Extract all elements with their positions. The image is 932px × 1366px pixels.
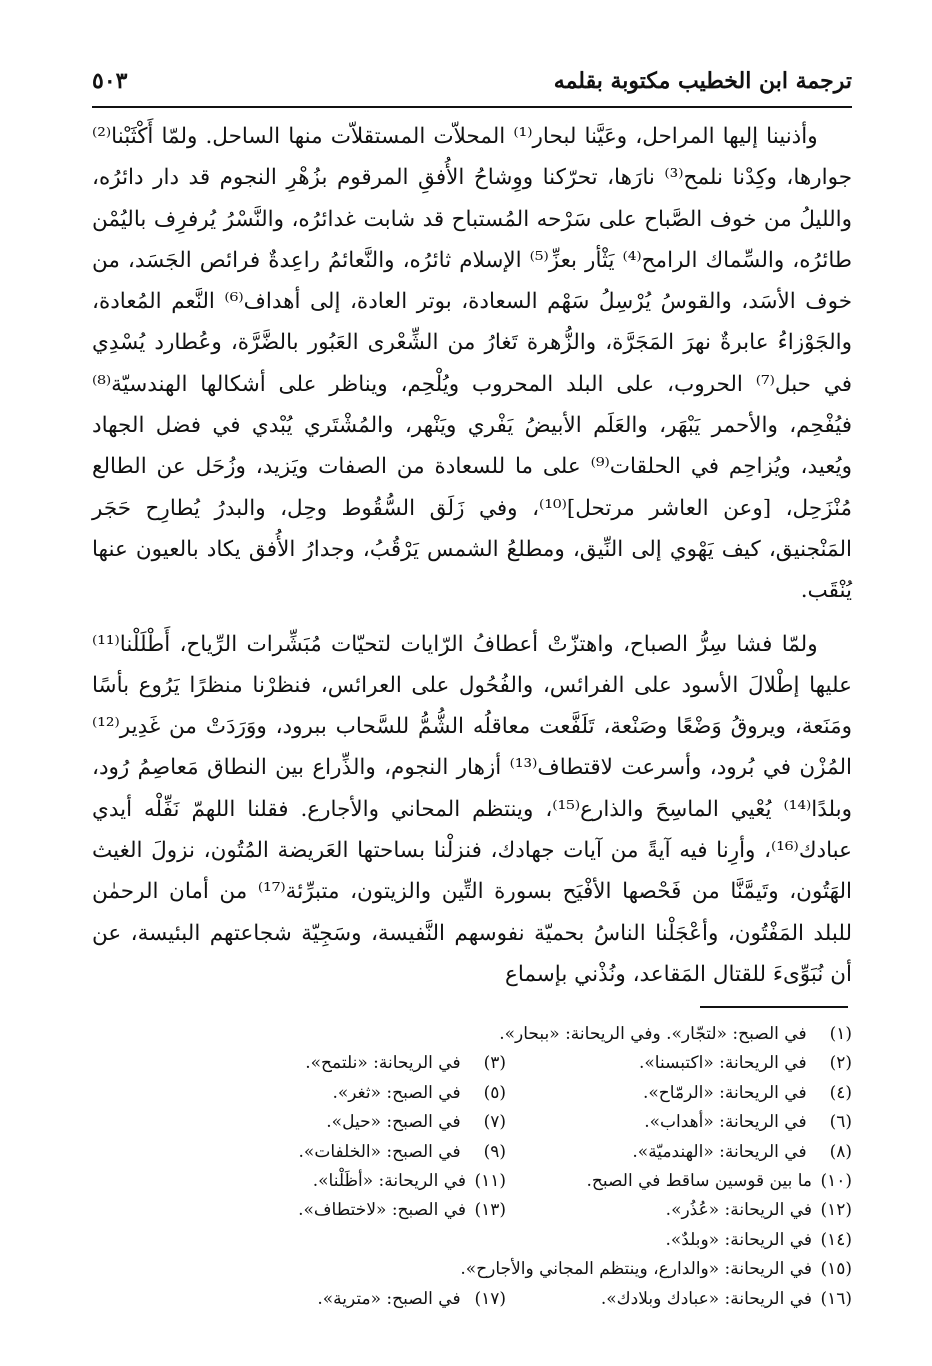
footnote-text: في الريحانة: «والدارع، وينتظم المجاني والأجارح».	[460, 1259, 812, 1280]
footnote-text: في الريحانة: «أهداب».	[644, 1112, 807, 1133]
footnote-number: (١٥)	[820, 1259, 852, 1280]
footnote-5	[160, 1079, 506, 1108]
footnote-11	[160, 1167, 506, 1196]
footnote-3	[160, 1049, 506, 1078]
footnote-row	[160, 1020, 852, 1049]
footnote-9	[160, 1138, 506, 1167]
footnote-4	[506, 1079, 852, 1108]
footnote-text: في الريحانة: «وبلدٌ».	[665, 1229, 812, 1250]
footnote-number: (٧)	[483, 1112, 506, 1133]
footnote-text: في الريحانة: «الهندميّة».	[632, 1141, 807, 1162]
footnote-text: في الصبح: «لتجّار». وفي الريحانة: «ببحار».	[499, 1024, 807, 1044]
footnote-row	[160, 1196, 852, 1225]
footnote-row	[160, 1049, 852, 1078]
footnote-number: (١٤)	[820, 1229, 852, 1250]
footnote-number: (٩)	[483, 1141, 506, 1162]
footnote-text: في الصبح: «ثغر».	[332, 1082, 461, 1103]
footnote-number: (١٢)	[820, 1200, 852, 1221]
footnote-1	[160, 1020, 852, 1049]
footnote-text: في الريحانة: «اكتبسنا».	[638, 1053, 807, 1074]
footnote-text: في الصبح: «الخلفات».	[298, 1141, 461, 1162]
page-header	[92, 58, 852, 104]
footnote-number: (١٠)	[820, 1170, 852, 1191]
footnote-row	[160, 1138, 852, 1167]
footnote-separator	[700, 1006, 848, 1008]
paragraph-1: وأذنينا إليها المراحل، وعَيَّنا لبحار⁽¹⁾ المحلاّت المستقلاّت منها الساحل. ولمّا أَكْثَبْنا⁽²⁾ جوارها، وكِدْنا نلمح⁽³⁾ نارَها، تحرّكنا ووِشاحُ الأُفقِ المرقوم بزُهْرِ النجوم قد دار دائرُه، والليلُ من خوف الصَّباح على سَرْحه المُستباح قد شابت غدائرُه، والنَّسْرُ يُرفرِف باليُمْن طائرُه، والسِّماك الرامح⁽⁴⁾ يَثْأر بعزِّ⁽⁵⁾ الإسلام ثائرُه، والنَّعائمُ راعِدةٌ فرائص الجَسَد، من خوف الأسَد، والقوسُ يُرْسِلُ سَهْم السعادة، بوتر العادة، إلى أهداف⁽⁶⁾ النَّعم المُعادة، والجَوْزاءُ عابرةٌ نهرَ المَجَرَّة، والزُّهرة تَغارُ من الشِّعْرى العَبُور بالضَّرَّة، وعُطارد يُسْدِي في حبل⁽⁷⁾ الحروب، على البلد المحروب ويُلْحِم، ويناظر على أشكالها الهندسيّة⁽⁸⁾ فيُفْحِم، والأحمر يَبْهَر، والعَلَم الأبيضُ يَفْري ويَنْهر، والمُشْتَري يُبْدي في فضل الجهاد ويُعيد، ويُزاحِم في الحلقات⁽⁹⁾ على ما للسعادة من الصفات ويَزيد، وزُحَل عن الطالع مُنْزَحِل، [وعن العاشر مرتحل]⁽¹⁰⁾، وفي زَلَق السُّقُوط وحِل، والبدرُ يُطارِح حَجَر المَنْجنيق، كيف يَهْوي إلى النِّيق، ومطلعُ الشمس يَرْقُبُ، وجدارُ الأُفق يكاد بالعيون عنها يُنْقَب.	[92, 124, 853, 604]
footnote-10	[506, 1167, 852, 1196]
footnote-14	[160, 1226, 852, 1255]
footnote-number: (١٦)	[820, 1288, 852, 1309]
footnote-number: (٣)	[483, 1053, 506, 1074]
paragraph-2: ولمّا فشا سِرُّ الصباح، واهتزّتْ أعطافُ الرّايات لتحيّات مُبَشِّرات الرِّياح، أَطْلَلْنا⁽¹¹⁾ عليها إطْلالَ الأسود على الفرائس، والفُحُول على العرائس، فنظرْنا منظرًا يَرُوع بأسًا ومَنَعة، ويروقُ وَضْعًا وصَنْعة، تَلَفَّعت معاقلُه الشُّمُّ للسَّحاب ببرود، ووَرَدَتْ من غَدِير⁽¹²⁾ المُزْن في بُرود، وأسرعت لاقتطاف⁽¹³⁾ أزهار النجوم، والذِّراع بين النطاق مَعاصِمُ رُود، وبلدًا⁽¹⁴⁾ يُعْيي الماسِحَ والذارع⁽¹⁵⁾، وينتظم المحاني والأجارع. فقلنا اللهمّ نَفِّلْه أيدي عبادك⁽¹⁶⁾، وأرِنا فيه آيةً من آيات جهادك، فنزلْنا بساحتها العَريضة المُتُون، نزولَ الغيث الهَتُون، وتَيمَّنَّا من فَحْصها الأفْيَح بسورة التِّين والزيتون، متبرِّئة⁽¹⁷⁾ من أمان الرحمٰن للبلد المَفْتُون، وأعْجَلْنا الناسُ بحميّة نفوسهم النَّفيسة، وسَجِيّة شجاعتهم البئيسة، عن أن نُبَوِّىءَ للقتال المَقاعد، ونُذْني بإسماع	[92, 631, 853, 987]
footnote-number: (١٣)	[474, 1200, 506, 1221]
running-title: ترجمة ابن الخطيب مكتوبة بقلمه	[553, 68, 852, 94]
footnote-8	[506, 1138, 852, 1167]
footnote-2	[506, 1049, 852, 1078]
main-text	[92, 116, 852, 995]
footnote-text: في الريحانة: «أظَلْنا».	[312, 1170, 466, 1191]
footnote-row	[160, 1285, 852, 1314]
footnote-13	[160, 1196, 506, 1225]
footnote-row	[160, 1079, 852, 1108]
footnote-text: في الريحانة: «الرمّاح».	[643, 1082, 807, 1103]
footnote-number: (١٧)	[474, 1288, 506, 1309]
footnote-text: في الصبح: «مترية».	[317, 1288, 461, 1309]
footnote-text: في الريحانة: «نلتمح».	[305, 1053, 461, 1074]
footnote-number: (١)	[829, 1024, 852, 1044]
footnotes	[160, 1020, 852, 1314]
footnote-number: (٥)	[483, 1082, 506, 1103]
footnote-16	[506, 1285, 852, 1314]
footnote-6	[506, 1108, 852, 1137]
footnote-number: (٤)	[829, 1082, 852, 1103]
footnote-text: في الريحانة: «عبادك وبلادك».	[600, 1288, 812, 1309]
footnote-7	[160, 1108, 506, 1137]
footnote-row	[160, 1108, 852, 1137]
footnote-17	[160, 1285, 506, 1314]
footnote-row	[160, 1167, 852, 1196]
footnote-text: في الريحانة: «عُذُر».	[665, 1200, 812, 1221]
footnote-12	[506, 1196, 852, 1225]
footnote-15	[160, 1255, 852, 1284]
page-number: ٥٠٣	[92, 68, 128, 94]
footnote-text: ما بين قوسين ساقط في الصبح.	[586, 1170, 812, 1191]
footnote-row	[160, 1226, 852, 1255]
footnote-text: في الصبح: «حيل».	[326, 1112, 461, 1133]
footnote-number: (١١)	[474, 1170, 506, 1191]
header-rule	[92, 106, 852, 108]
footnote-text: في الصبح: «لاختطاف».	[298, 1200, 466, 1221]
footnote-number: (٢)	[829, 1053, 852, 1074]
footnote-row	[160, 1255, 852, 1284]
footnote-number: (٨)	[829, 1141, 852, 1162]
footnote-number: (٦)	[829, 1112, 852, 1133]
